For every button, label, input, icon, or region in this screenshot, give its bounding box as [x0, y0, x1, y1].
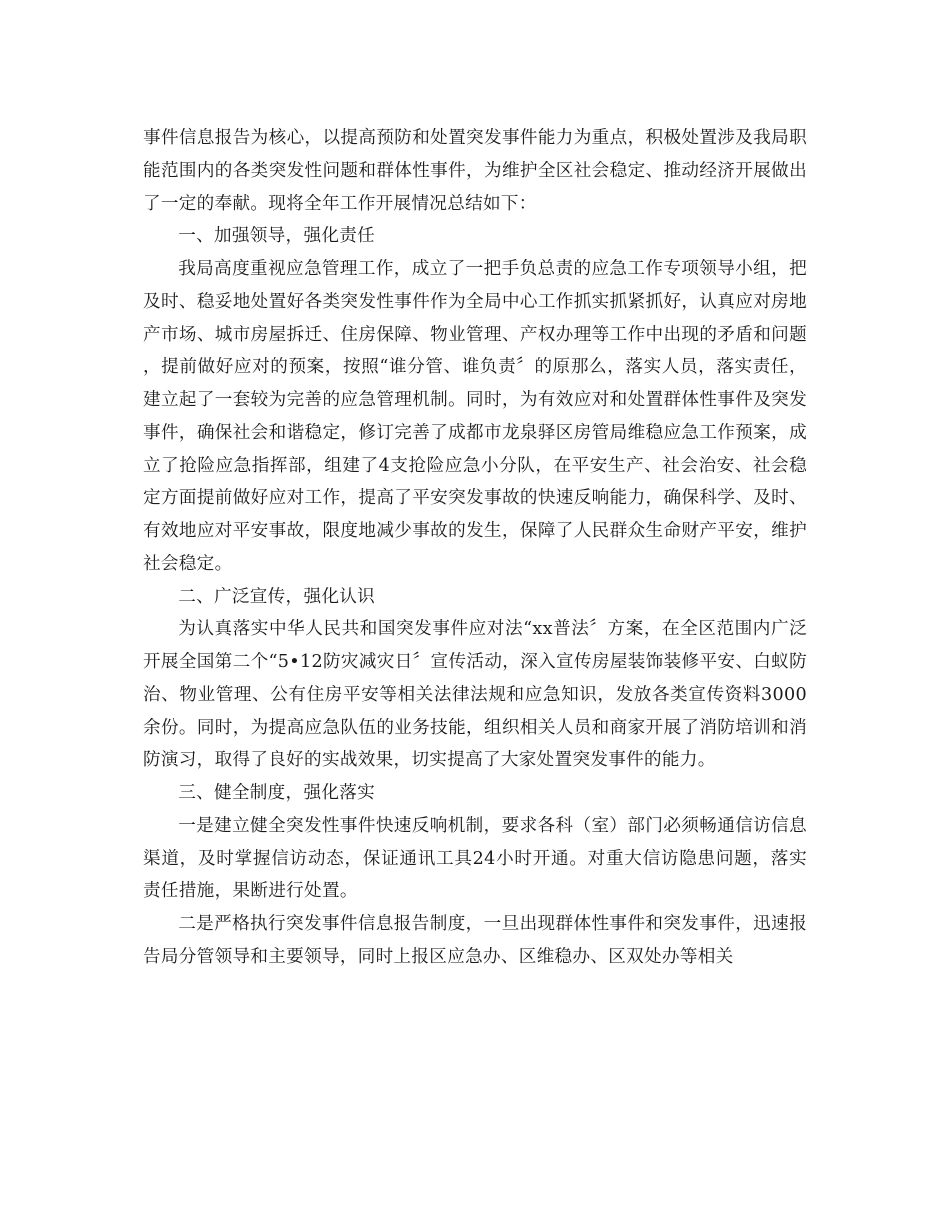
section-2-paragraph: 为认真落实中华人民共和国突发事件应对法“xx普法〞方案，在全区范围内广泛开展全国第二个“5•12防灾减灾日〞宣传活动，深入宣传房屋装饰装修平安、白蚁防治、物业管理、公有住房平安等相关法律法规和应急知识，发放各类宣传资料3000余份。同时，为提高应急队伍的业务技能，组织相关人员和商家开展了消防培训和消防演习，取得了良好的实战效果，切实提高了大家处置突发事件的能力。: [143, 619, 807, 771]
section-heading-1: 一、加强领导，强化责任: [178, 226, 376, 247]
section-3-paragraph-1: 一是建立健全突发性事件快速反响机制，要求各科（室）部门必须畅通信访信息渠道，及时掌握信访动态，保证通讯工具24小时开通。对重大信访隐患问题，落实责任措施，果断进行处置。: [143, 815, 807, 902]
section-heading-2: 二、广泛宣传，强化认识: [178, 586, 376, 607]
section-heading-3: 三、健全制度，强化落实: [178, 783, 376, 803]
section-3-paragraph-2: 二是严格执行突发事件信息报告制度，一旦出现群体性事件和突发事件，迅速报告局分管领导和主要领导，同时上报区应急办、区维稳办、区双处办等相关: [143, 914, 807, 967]
section-1-paragraph: 我局高度重视应急管理工作，成立了一把手负总责的应急工作专项领导小组，把及时、稳妥地处置好各类突发性事件作为全局中心工作抓实抓紧抓好，认真应对房地产市场、城市房屋拆迁、住房保障、物业管理、产权办理等工作中出现的矛盾和问题，提前做好应对的预案，按照“谁分管、谁负责〞的原那么，落实人员，落实责任，建立起了一套较为完善的应急管理机制。同时，为有效应对和处置群体性事件及突发事件，确保社会和谐稳定，修订完善了成都市龙泉驿区房管局维稳应急工作预案，成立了抢险应急指挥部，组建了4支抢险应急小分队，在平安生产、社会治安、社会稳定方面提前做好应对工作，提高了平安突发事故的快速反响能力，确保科学、及时、有效地应对平安事故，限度地减少事故的发生，保障了人民群众生命财产平安，维护社会稳定。: [143, 259, 807, 574]
document-body: [143, 122, 807, 974]
intro-paragraph: 事件信息报告为核心，以提高预防和处置突发事件能力为重点，积极处置涉及我局职能范围内的各类突发性问题和群体性事件，为维护全区社会稳定、推动经济开展做出了一定的奉献。现将全年工作开展情况总结如下：: [143, 128, 807, 214]
